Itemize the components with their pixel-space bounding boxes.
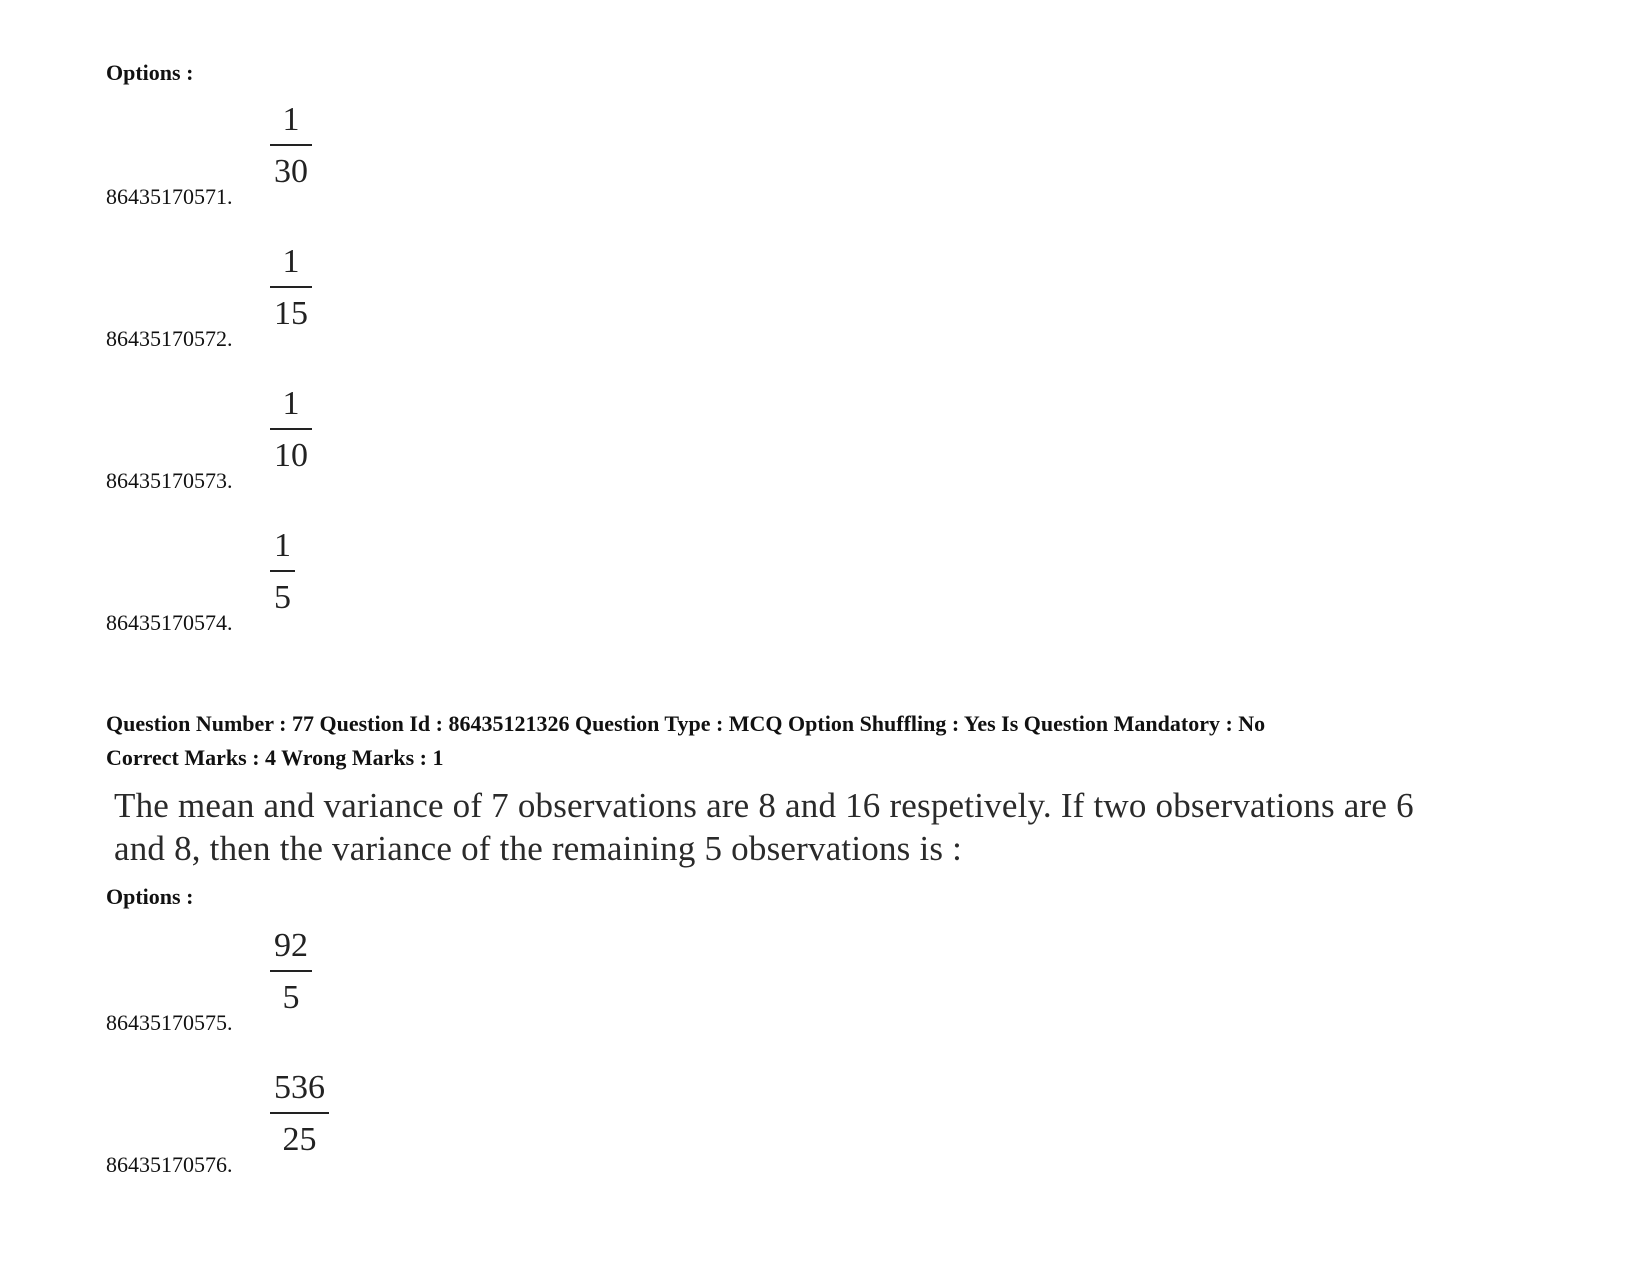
- fraction-bar: [270, 1112, 329, 1114]
- fraction-denominator: 25: [282, 1121, 317, 1158]
- option-fraction: [270, 1068, 329, 1160]
- fraction-bar: [270, 144, 312, 146]
- option-fraction: [270, 526, 295, 618]
- option-id: 86435170573.: [106, 468, 233, 493]
- option-fraction: [270, 926, 312, 1018]
- option-fraction: [270, 384, 312, 476]
- fraction-numerator: 1: [282, 385, 300, 422]
- fraction-numerator: 1: [282, 243, 300, 280]
- fraction-bar: [270, 570, 295, 572]
- question-text-line-1: The mean and variance of 7 observations are 8 and 16 respetively. If two observations are 6: [114, 786, 1414, 825]
- option-fraction: [270, 242, 312, 334]
- option-row: [106, 526, 706, 636]
- fraction-denominator: 5: [282, 979, 300, 1016]
- top-options-label: Options :: [106, 60, 194, 85]
- question-meta-line-1: Question Number : 77 Question Id : 86435121326 Question Type : MCQ Option Shuffling : Yes Is Question Mandatory : No: [106, 711, 1266, 736]
- fraction-bar: [270, 970, 312, 972]
- option-row: [106, 100, 706, 210]
- option-row: [106, 242, 706, 352]
- fraction-bar: [270, 286, 312, 288]
- fraction-denominator: 5: [274, 579, 291, 616]
- fraction-denominator: 10: [274, 437, 308, 474]
- fraction-numerator: 92: [274, 927, 308, 964]
- question-meta-line-2: Correct Marks : 4 Wrong Marks : 1: [106, 745, 444, 770]
- option-id: 86435170575.: [106, 1010, 233, 1035]
- question-options-label: Options :: [106, 884, 194, 909]
- option-row: [106, 384, 706, 494]
- fraction-denominator: 15: [274, 295, 308, 332]
- fraction-numerator: 1: [282, 101, 300, 138]
- question-text-line-2: and 8, then the variance of the remaining 5 observations is :: [114, 829, 963, 868]
- option-id: 86435170576.: [106, 1152, 233, 1177]
- fraction-numerator: 536: [274, 1069, 325, 1106]
- option-id: 86435170574.: [106, 610, 233, 635]
- question-text: [114, 784, 1634, 870]
- option-fraction: [270, 100, 312, 192]
- option-id: 86435170572.: [106, 326, 233, 351]
- option-row: [106, 926, 706, 1036]
- fraction-bar: [270, 428, 312, 430]
- option-row: [106, 1068, 706, 1178]
- fraction-numerator: 1: [274, 527, 291, 564]
- fraction-denominator: 30: [274, 153, 308, 190]
- option-id: 86435170571.: [106, 184, 233, 209]
